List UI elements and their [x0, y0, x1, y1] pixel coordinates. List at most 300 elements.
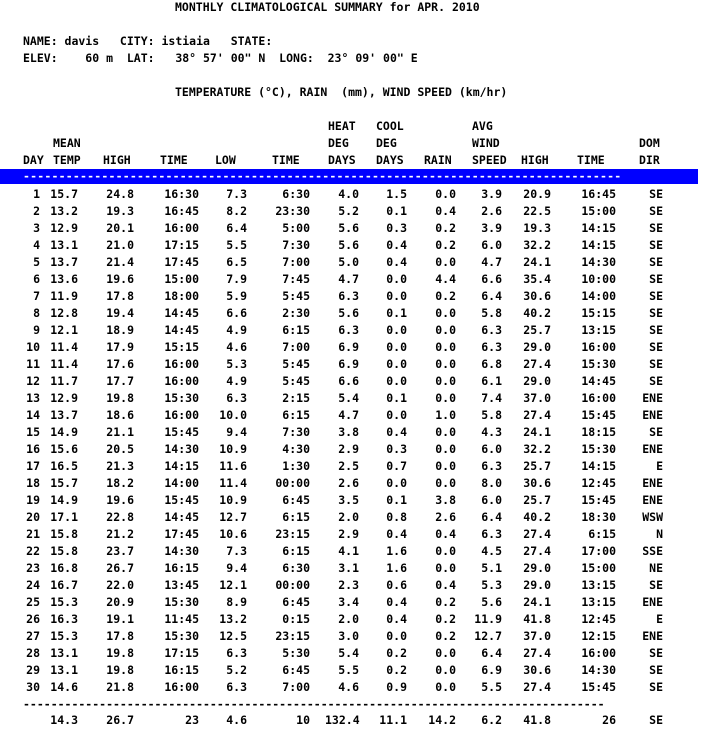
rain-cell: 0.0 [435, 357, 456, 371]
high-time-cell: 16:45 [164, 204, 199, 218]
cool-deg-days-cell: 0.0 [386, 476, 407, 490]
low-temp-cell: 12.1 [219, 578, 247, 592]
low-temp-cell: 11.6 [219, 459, 247, 473]
rain-cell: 0.2 [435, 595, 456, 609]
avg-wind-speed-cell: 6.0 [481, 238, 502, 252]
rain-cell: 0.0 [435, 680, 456, 694]
avg-wind-speed-cell: 6.9 [481, 663, 502, 677]
high-temp-cell: 20.5 [106, 442, 134, 456]
mean-temp-cell: 16.7 [50, 578, 78, 592]
avg-wind-speed-cell: 8.0 [481, 476, 502, 490]
mean-temp-cell: 13.6 [50, 272, 78, 286]
cool-deg-days-cell: 0.1 [386, 391, 407, 405]
high-temp-cell: 21.2 [106, 527, 134, 541]
low-temp-cell: 5.2 [226, 663, 247, 677]
avg-wind-speed-cell: 4.5 [481, 544, 502, 558]
high-time-cell: 14:45 [164, 306, 199, 320]
table-row [0, 596, 720, 613]
low-temp-cell: 6.6 [226, 306, 247, 320]
avg-wind-speed-cell: 4.3 [481, 425, 502, 439]
table-row [0, 188, 720, 205]
mean-temp-cell: 13.7 [50, 255, 78, 269]
low-temp-cell: 7.3 [226, 544, 247, 558]
col-low-time: TIME [272, 153, 300, 167]
avg-wind-speed-cell: 7.4 [481, 391, 502, 405]
low-temp-cell: 6.3 [226, 646, 247, 660]
rain-cell: 0.0 [435, 459, 456, 473]
wind-high-time-cell: 15:45 [581, 680, 616, 694]
heat-deg-days-cell: 4.7 [338, 272, 359, 286]
high-temp-cell: 21.0 [106, 238, 134, 252]
wind-high-time-cell: 18:15 [581, 425, 616, 439]
wind-high-cell: 30.6 [523, 289, 551, 303]
cool-deg-days-cell: 0.0 [386, 629, 407, 643]
table-row [0, 256, 720, 273]
low-time-cell: 5:45 [282, 357, 310, 371]
rain-cell: 0.2 [435, 612, 456, 626]
cool-deg-days-cell: 0.0 [386, 374, 407, 388]
mean-temp-cell: 11.7 [50, 374, 78, 388]
cool-deg-days-cell: 0.4 [386, 527, 407, 541]
wind-high-time-cell: 13:15 [581, 323, 616, 337]
low-time-cell: 6:15 [282, 323, 310, 337]
high-time-cell: 16:30 [164, 187, 199, 201]
avg-wind-speed-cell: 6.1 [481, 374, 502, 388]
rain-cell: 0.2 [435, 289, 456, 303]
table-row [0, 443, 720, 460]
table-row [0, 205, 720, 222]
wind-high-cell: 27.4 [523, 544, 551, 558]
avg-wind-speed-cell: 6.3 [481, 323, 502, 337]
day-cell: 7 [33, 289, 40, 303]
cool-deg-days-cell: 0.0 [386, 340, 407, 354]
table-row [0, 477, 720, 494]
col-wind-high: HIGH [521, 153, 549, 167]
heat-deg-days-cell: 2.9 [338, 527, 359, 541]
day-cell: 28 [26, 646, 40, 660]
mean-temp-cell: 15.7 [50, 476, 78, 490]
dom-dir-cell: SE [649, 221, 663, 235]
wind-high-time-cell: 15:45 [581, 493, 616, 507]
wind-high-cell: 32.2 [523, 442, 551, 456]
high-temp-cell: 19.1 [106, 612, 134, 626]
day-cell: 3 [33, 221, 40, 235]
high-temp-cell: 21.1 [106, 425, 134, 439]
high-temp-cell: 17.7 [106, 374, 134, 388]
low-temp-cell: 5.3 [226, 357, 247, 371]
dom-dir-cell: WSW [642, 510, 663, 524]
heat-deg-days-cell: 5.5 [338, 663, 359, 677]
day-cell: 6 [33, 272, 40, 286]
mean-temp-cell: 17.1 [50, 510, 78, 524]
heat-deg-days-cell: 5.2 [338, 204, 359, 218]
mean-temp-cell: 15.7 [50, 187, 78, 201]
summary-cool-deg-days-cell: 11.1 [379, 713, 407, 727]
dom-dir-cell: E [656, 459, 663, 473]
avg-wind-speed-cell: 6.3 [481, 527, 502, 541]
mean-temp-cell: 14.9 [50, 493, 78, 507]
heat-deg-days-cell: 4.1 [338, 544, 359, 558]
table-row [0, 409, 720, 426]
low-time-cell: 4:30 [282, 442, 310, 456]
low-time-cell: 7:30 [282, 238, 310, 252]
low-time-cell: 7:00 [282, 340, 310, 354]
low-temp-cell: 10.0 [219, 408, 247, 422]
dom-dir-cell: SE [649, 204, 663, 218]
low-temp-cell: 11.4 [219, 476, 247, 490]
wind-high-cell: 25.7 [523, 493, 551, 507]
dom-dir-cell: ENE [642, 629, 663, 643]
wind-high-cell: 25.7 [523, 323, 551, 337]
rain-cell: 0.0 [435, 476, 456, 490]
heat-deg-days-cell: 6.3 [338, 289, 359, 303]
dom-dir-cell: N [656, 527, 663, 541]
low-time-cell: 00:00 [275, 578, 310, 592]
high-time-cell: 14:45 [164, 510, 199, 524]
mean-temp-cell: 12.1 [50, 323, 78, 337]
low-time-cell: 6:30 [282, 561, 310, 575]
table-row [0, 511, 720, 528]
high-temp-cell: 24.8 [106, 187, 134, 201]
avg-wind-speed-cell: 11.9 [474, 612, 502, 626]
wind-high-time-cell: 16:00 [581, 340, 616, 354]
low-time-cell: 6:45 [282, 595, 310, 609]
heat-deg-days-cell: 2.3 [338, 578, 359, 592]
rain-cell: 0.2 [435, 629, 456, 643]
rain-cell: 0.0 [435, 544, 456, 558]
day-cell: 25 [26, 595, 40, 609]
summary-dom-dir-cell: SE [649, 713, 663, 727]
high-time-cell: 14:15 [164, 459, 199, 473]
day-cell: 11 [26, 357, 40, 371]
avg-wind-speed-cell: 6.4 [481, 510, 502, 524]
mean-temp-cell: 14.6 [50, 680, 78, 694]
high-temp-cell: 17.8 [106, 629, 134, 643]
wind-high-cell: 35.4 [523, 272, 551, 286]
dom-dir-cell: ENE [642, 493, 663, 507]
heat-deg-days-cell: 6.9 [338, 357, 359, 371]
heat-deg-days-cell: 3.5 [338, 493, 359, 507]
day-cell: 13 [26, 391, 40, 405]
high-time-cell: 16:15 [164, 663, 199, 677]
heat-deg-days-cell: 2.0 [338, 612, 359, 626]
high-temp-cell: 19.3 [106, 204, 134, 218]
table-row [0, 630, 720, 647]
header-separator-band [0, 169, 698, 184]
wind-high-cell: 29.0 [523, 578, 551, 592]
avg-wind-speed-cell: 6.8 [481, 357, 502, 371]
day-cell: 24 [26, 578, 40, 592]
high-time-cell: 15:45 [164, 425, 199, 439]
day-cell: 20 [26, 510, 40, 524]
rain-cell: 0.4 [435, 204, 456, 218]
high-time-cell: 14:00 [164, 476, 199, 490]
wind-high-time-cell: 15:45 [581, 408, 616, 422]
heat-deg-days-cell: 6.3 [338, 323, 359, 337]
high-temp-cell: 18.6 [106, 408, 134, 422]
table-row [0, 545, 720, 562]
high-temp-cell: 17.8 [106, 289, 134, 303]
cool-deg-days-cell: 1.6 [386, 544, 407, 558]
mean-temp-cell: 13.1 [50, 238, 78, 252]
dom-dir-cell: SE [649, 340, 663, 354]
dom-dir-cell: SE [649, 663, 663, 677]
high-time-cell: 16:15 [164, 561, 199, 575]
mean-temp-cell: 16.8 [50, 561, 78, 575]
high-temp-cell: 26.7 [106, 561, 134, 575]
col-heat-2: DEG [328, 136, 349, 150]
dom-dir-cell: SE [649, 238, 663, 252]
station-name-line: NAME: davis CITY: istiaia STATE: [23, 34, 273, 48]
heat-deg-days-cell: 3.0 [338, 629, 359, 643]
heat-deg-days-cell: 3.4 [338, 595, 359, 609]
summary-high-temp-cell: 26.7 [106, 713, 134, 727]
mean-temp-cell: 12.9 [50, 221, 78, 235]
avg-wind-speed-cell: 5.8 [481, 408, 502, 422]
table-row [0, 613, 720, 630]
high-time-cell: 14:30 [164, 442, 199, 456]
high-time-cell: 13:45 [164, 578, 199, 592]
wind-high-cell: 40.2 [523, 510, 551, 524]
cool-deg-days-cell: 0.0 [386, 323, 407, 337]
rain-cell: 0.0 [435, 306, 456, 320]
mean-temp-cell: 12.8 [50, 306, 78, 320]
low-time-cell: 2:15 [282, 391, 310, 405]
low-temp-cell: 8.2 [226, 204, 247, 218]
cool-deg-days-cell: 0.9 [386, 680, 407, 694]
dom-dir-cell: ENE [642, 476, 663, 490]
rain-cell: 0.0 [435, 561, 456, 575]
rain-cell: 0.4 [435, 527, 456, 541]
rain-cell: 0.0 [435, 663, 456, 677]
high-time-cell: 14:30 [164, 544, 199, 558]
day-cell: 12 [26, 374, 40, 388]
wind-high-time-cell: 14:15 [581, 459, 616, 473]
wind-high-time-cell: 15:00 [581, 561, 616, 575]
table-row [0, 562, 720, 579]
wind-high-time-cell: 14:45 [581, 374, 616, 388]
low-time-cell: 23:15 [275, 527, 310, 541]
high-time-cell: 15:30 [164, 391, 199, 405]
wind-high-cell: 25.7 [523, 459, 551, 473]
dom-dir-cell: SE [649, 374, 663, 388]
heat-deg-days-cell: 4.6 [338, 680, 359, 694]
high-temp-cell: 20.1 [106, 221, 134, 235]
avg-wind-speed-cell: 5.3 [481, 578, 502, 592]
wind-high-cell: 27.4 [523, 357, 551, 371]
footer-separator: ------------------------------------------------------------------------------------ [23, 697, 605, 711]
low-time-cell: 6:30 [282, 187, 310, 201]
high-time-cell: 15:45 [164, 493, 199, 507]
mean-temp-cell: 13.7 [50, 408, 78, 422]
heat-deg-days-cell: 4.7 [338, 408, 359, 422]
mean-temp-cell: 11.4 [50, 340, 78, 354]
rain-cell: 0.0 [435, 646, 456, 660]
col-heat-1: HEAT [328, 119, 356, 133]
wind-high-time-cell: 15:30 [581, 442, 616, 456]
wind-high-cell: 27.4 [523, 527, 551, 541]
table-row [0, 579, 720, 596]
low-temp-cell: 6.3 [226, 680, 247, 694]
day-cell: 8 [33, 306, 40, 320]
table-row [0, 358, 720, 375]
cool-deg-days-cell: 0.1 [386, 493, 407, 507]
dom-dir-cell: SE [649, 425, 663, 439]
wind-high-time-cell: 13:15 [581, 578, 616, 592]
rain-cell: 3.8 [435, 493, 456, 507]
low-time-cell: 7:00 [282, 680, 310, 694]
wind-high-cell: 30.6 [523, 663, 551, 677]
mean-temp-cell: 11.4 [50, 357, 78, 371]
low-temp-cell: 4.6 [226, 340, 247, 354]
heat-deg-days-cell: 2.9 [338, 442, 359, 456]
mean-temp-cell: 14.9 [50, 425, 78, 439]
avg-wind-speed-cell: 6.0 [481, 442, 502, 456]
low-temp-cell: 12.7 [219, 510, 247, 524]
wind-high-time-cell: 14:00 [581, 289, 616, 303]
heat-deg-days-cell: 5.4 [338, 391, 359, 405]
high-time-cell: 14:45 [164, 323, 199, 337]
day-cell: 15 [26, 425, 40, 439]
heat-deg-days-cell: 2.5 [338, 459, 359, 473]
col-rain: RAIN [424, 153, 452, 167]
avg-wind-speed-cell: 6.4 [481, 646, 502, 660]
wind-high-time-cell: 13:15 [581, 595, 616, 609]
low-time-cell: 7:30 [282, 425, 310, 439]
high-temp-cell: 21.8 [106, 680, 134, 694]
day-cell: 2 [33, 204, 40, 218]
low-temp-cell: 9.4 [226, 425, 247, 439]
dom-dir-cell: NE [649, 561, 663, 575]
rain-cell: 4.4 [435, 272, 456, 286]
cool-deg-days-cell: 0.7 [386, 459, 407, 473]
wind-high-cell: 29.0 [523, 374, 551, 388]
cool-deg-days-cell: 0.3 [386, 442, 407, 456]
high-time-cell: 16:00 [164, 374, 199, 388]
avg-wind-speed-cell: 6.4 [481, 289, 502, 303]
wind-high-cell: 29.0 [523, 340, 551, 354]
mean-temp-cell: 15.3 [50, 629, 78, 643]
day-cell: 21 [26, 527, 40, 541]
avg-wind-speed-cell: 6.3 [481, 340, 502, 354]
low-temp-cell: 13.2 [219, 612, 247, 626]
wind-high-time-cell: 14:15 [581, 221, 616, 235]
wind-high-cell: 27.4 [523, 408, 551, 422]
table-row [0, 647, 720, 664]
wind-high-time-cell: 10:00 [581, 272, 616, 286]
low-time-cell: 23:30 [275, 204, 310, 218]
avg-wind-speed-cell: 12.7 [474, 629, 502, 643]
col-mean-top: MEAN [53, 136, 81, 150]
rain-cell: 0.0 [435, 340, 456, 354]
heat-deg-days-cell: 5.0 [338, 255, 359, 269]
high-time-cell: 16:00 [164, 680, 199, 694]
high-time-cell: 17:45 [164, 527, 199, 541]
high-time-cell: 17:15 [164, 238, 199, 252]
high-time-cell: 11:45 [164, 612, 199, 626]
high-temp-cell: 19.4 [106, 306, 134, 320]
wind-high-cell: 24.1 [523, 425, 551, 439]
col-dom-2: DIR [639, 153, 660, 167]
rain-cell: 0.0 [435, 391, 456, 405]
high-temp-cell: 19.8 [106, 663, 134, 677]
summary-wind-high-cell: 41.8 [523, 713, 551, 727]
rain-cell: 0.4 [435, 578, 456, 592]
wind-high-cell: 29.0 [523, 561, 551, 575]
dom-dir-cell: SSE [642, 544, 663, 558]
col-heat-3: DAYS [328, 153, 356, 167]
low-time-cell: 1:30 [282, 459, 310, 473]
cool-deg-days-cell: 0.0 [386, 272, 407, 286]
low-time-cell: 23:15 [275, 629, 310, 643]
wind-high-time-cell: 12:45 [581, 612, 616, 626]
high-temp-cell: 20.9 [106, 595, 134, 609]
cool-deg-days-cell: 0.4 [386, 612, 407, 626]
header-separator: ------------------------------------------------------------------------------------ [23, 169, 622, 183]
col-avg-3: SPEED [472, 153, 507, 167]
wind-high-cell: 27.4 [523, 646, 551, 660]
col-mean: TEMP [53, 153, 81, 167]
day-cell: 10 [26, 340, 40, 354]
col-cool-3: DAYS [376, 153, 404, 167]
heat-deg-days-cell: 4.0 [338, 187, 359, 201]
day-cell: 22 [26, 544, 40, 558]
high-temp-cell: 23.7 [106, 544, 134, 558]
heat-deg-days-cell: 5.4 [338, 646, 359, 660]
cool-deg-days-cell: 0.0 [386, 289, 407, 303]
low-temp-cell: 12.5 [219, 629, 247, 643]
wind-high-cell: 37.0 [523, 391, 551, 405]
day-cell: 30 [26, 680, 40, 694]
heat-deg-days-cell: 3.8 [338, 425, 359, 439]
wind-high-cell: 30.6 [523, 476, 551, 490]
dom-dir-cell: E [656, 612, 663, 626]
wind-high-time-cell: 14:15 [581, 238, 616, 252]
day-cell: 19 [26, 493, 40, 507]
day-cell: 29 [26, 663, 40, 677]
wind-high-time-cell: 15:15 [581, 306, 616, 320]
low-time-cell: 5:00 [282, 221, 310, 235]
rain-cell: 0.0 [435, 255, 456, 269]
low-time-cell: 5:45 [282, 289, 310, 303]
low-time-cell: 2:30 [282, 306, 310, 320]
day-cell: 9 [33, 323, 40, 337]
cool-deg-days-cell: 0.0 [386, 357, 407, 371]
day-cell: 18 [26, 476, 40, 490]
summary-mean-temp-cell: 14.3 [50, 713, 78, 727]
cool-deg-days-cell: 0.1 [386, 204, 407, 218]
high-time-cell: 16:00 [164, 357, 199, 371]
low-temp-cell: 7.9 [226, 272, 247, 286]
day-cell: 16 [26, 442, 40, 456]
low-temp-cell: 10.9 [219, 493, 247, 507]
table-row [0, 341, 720, 358]
high-time-cell: 18:00 [164, 289, 199, 303]
table-row [0, 460, 720, 477]
cool-deg-days-cell: 1.6 [386, 561, 407, 575]
mean-temp-cell: 13.2 [50, 204, 78, 218]
wind-high-time-cell: 15:00 [581, 204, 616, 218]
dom-dir-cell: SE [649, 578, 663, 592]
low-temp-cell: 9.4 [226, 561, 247, 575]
high-time-cell: 15:30 [164, 629, 199, 643]
day-cell: 1 [33, 187, 40, 201]
heat-deg-days-cell: 5.6 [338, 221, 359, 235]
summary-low-time-cell: 10 [296, 713, 310, 727]
col-dom-1: DOM [639, 136, 660, 150]
cool-deg-days-cell: 0.6 [386, 578, 407, 592]
low-temp-cell: 10.6 [219, 527, 247, 541]
